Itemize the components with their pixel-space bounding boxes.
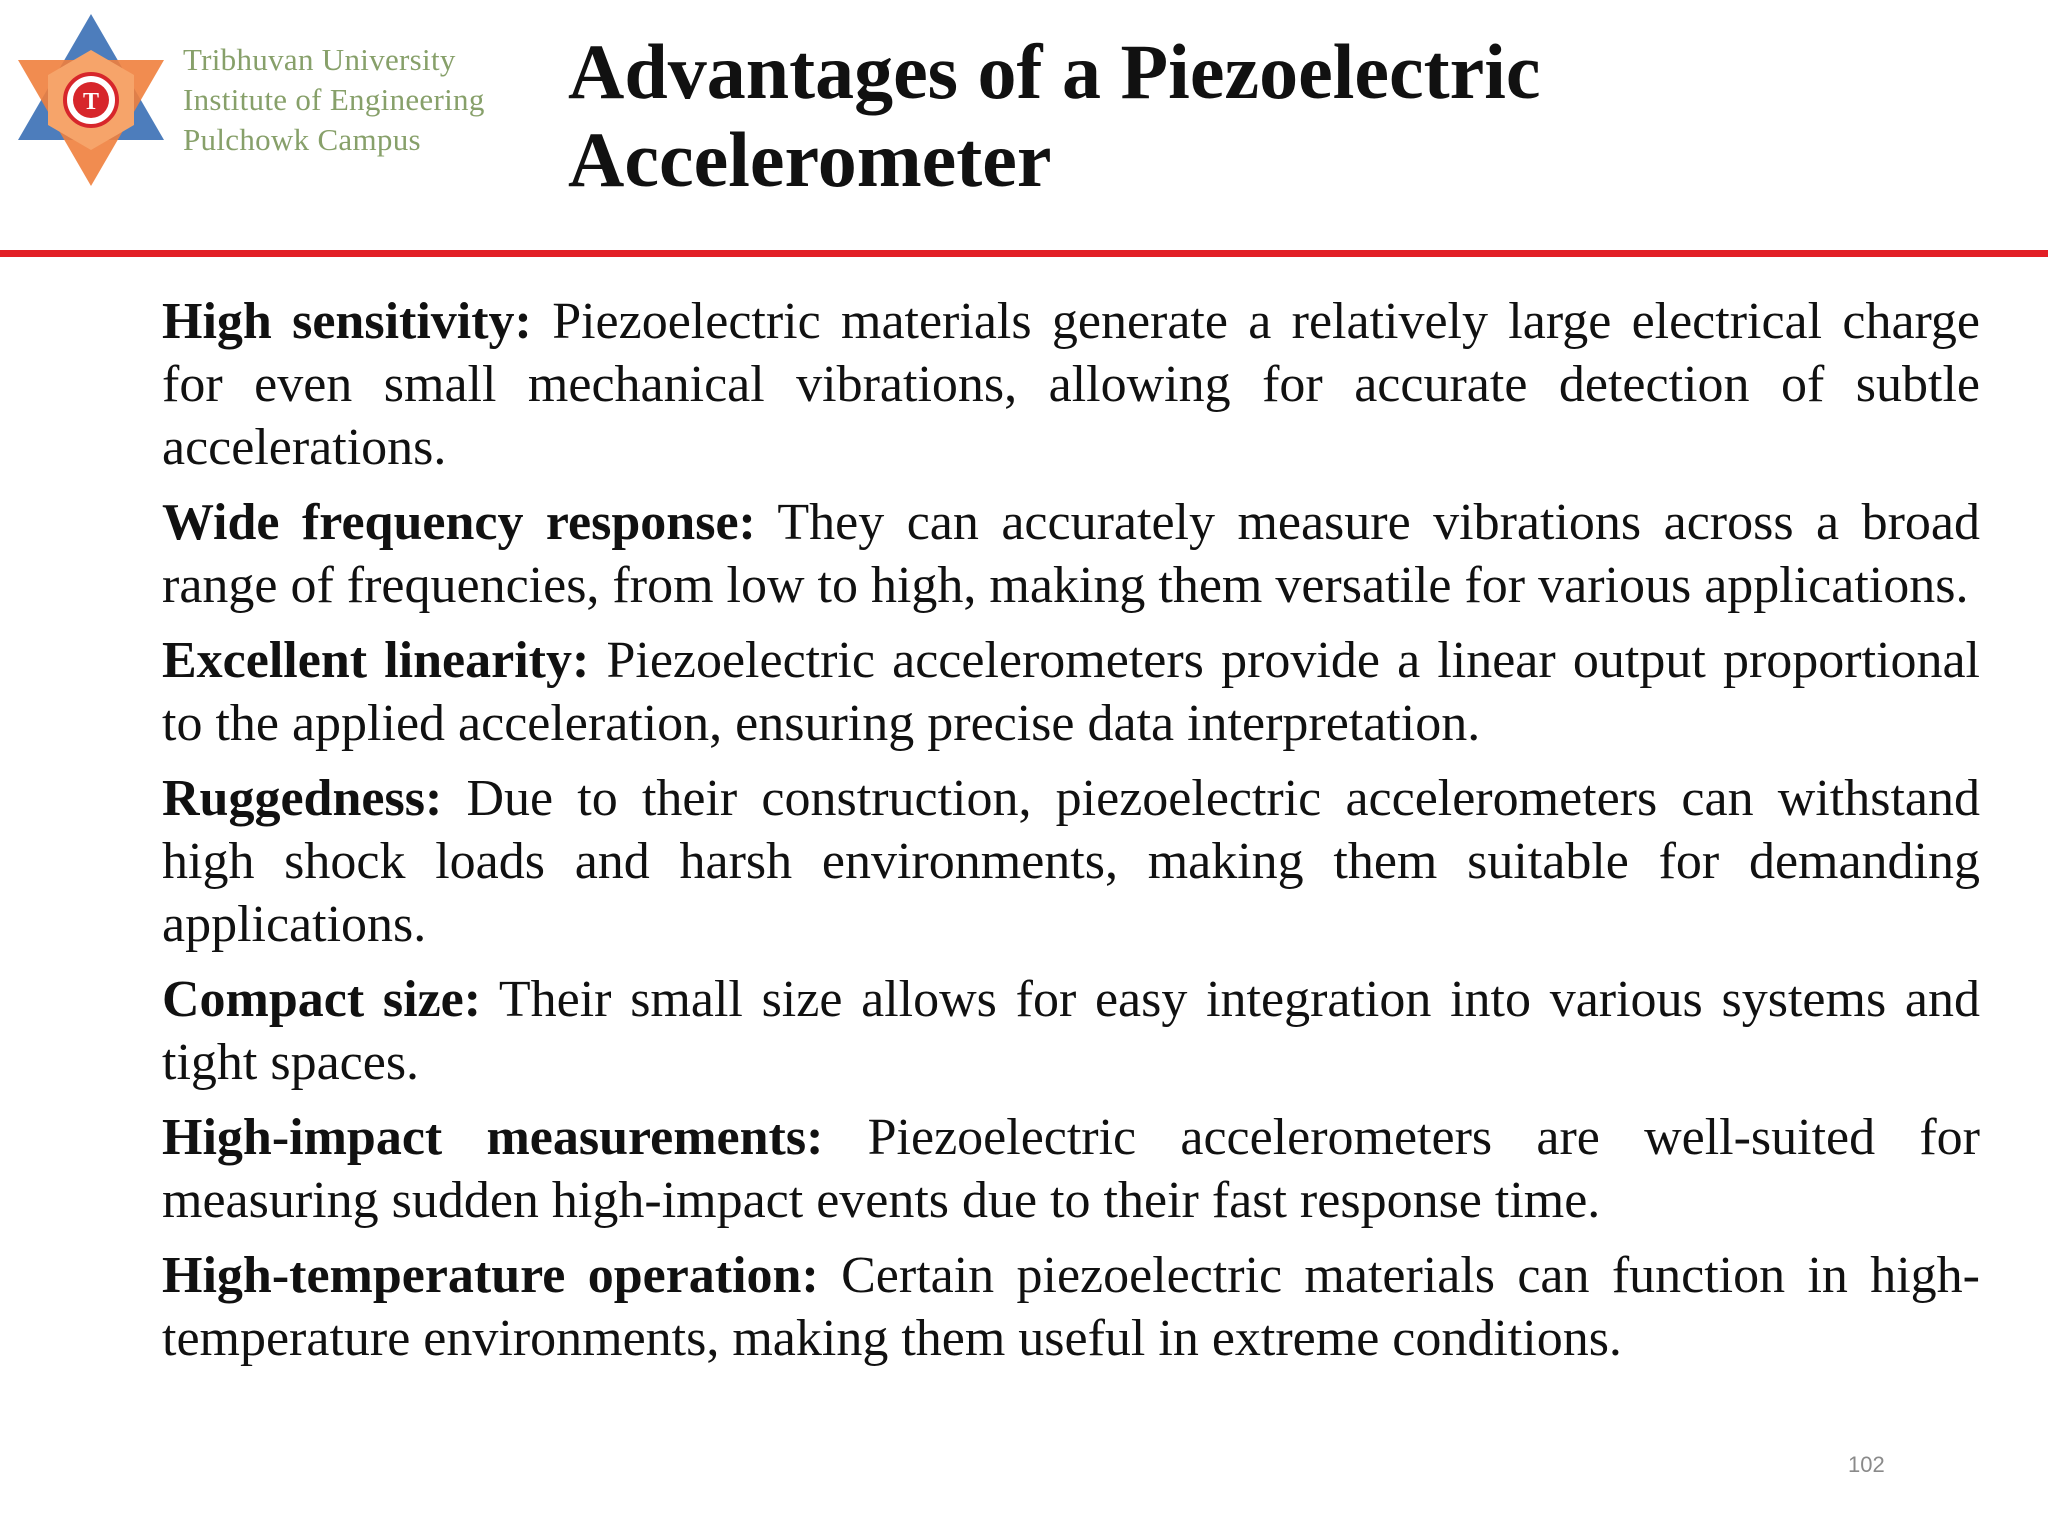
advantage-item-excellent-linearity — [162, 629, 1980, 755]
advantage-text: Piezoelectric accelerometers are well-suited for measuring sudden high-impact events due to their fast response time. — [162, 1109, 1980, 1229]
advantage-text: Certain piezoelectric materials can function in high-temperature environments, making them useful in extreme conditions. — [162, 1247, 1980, 1367]
advantage-term: Ruggedness: — [162, 770, 443, 827]
page-number: 102 — [1848, 1452, 1885, 1477]
university-logo — [12, 10, 170, 190]
institution-line-institute: Institute of Engineering — [183, 82, 485, 117]
tribhuvan-university-emblem-icon — [12, 10, 170, 190]
advantage-text: Piezoelectric accelerometers provide a linear output proportional to the applied acceleration, ensuring precise data interpretation. — [162, 632, 1980, 752]
advantage-item-compact-size — [162, 968, 1980, 1094]
advantage-item-high-sensitivity — [162, 290, 1980, 479]
advantage-term: High sensitivity: — [162, 293, 532, 350]
slide-title — [568, 28, 1541, 204]
header-divider — [0, 250, 2048, 257]
advantages-list — [162, 290, 1980, 1382]
advantage-term: High-temperature operation: — [162, 1247, 819, 1304]
svg-text:T: T — [82, 89, 100, 115]
advantage-term: Compact size: — [162, 971, 482, 1028]
institution-line-campus: Pulchowk Campus — [183, 122, 421, 157]
advantage-item-high-impact-measurements — [162, 1106, 1980, 1232]
institution-name — [183, 40, 485, 160]
advantage-term: Wide frequency response: — [162, 494, 756, 551]
advantage-item-ruggedness — [162, 767, 1980, 956]
advantage-term: High-impact measurements: — [162, 1109, 824, 1166]
advantage-text: Their small size allows for easy integration into various systems and tight spaces. — [162, 971, 1980, 1091]
slide-title-line-2: Accelerometer — [568, 116, 1052, 203]
advantage-text: Piezoelectric materials generate a relatively large electrical charge for even small mechanical vibrations, allowing for accurate detection of subtle accelerations. — [162, 293, 1980, 476]
advantage-item-high-temperature-operation — [162, 1244, 1980, 1370]
advantage-term: Excellent linearity: — [162, 632, 590, 689]
institution-line-university: Tribhuvan University — [183, 42, 456, 77]
advantage-text: Due to their construction, piezoelectric accelerometers can withstand high shock loads and harsh environments, making them suitable for demanding applications. — [162, 770, 1980, 953]
advantage-item-wide-frequency-response — [162, 491, 1980, 617]
slide-title-line-1: Advantages of a Piezoelectric — [568, 28, 1541, 115]
advantage-text: They can accurately measure vibrations across a broad range of frequencies, from low to high, making them versatile for various applications. — [162, 494, 1980, 614]
